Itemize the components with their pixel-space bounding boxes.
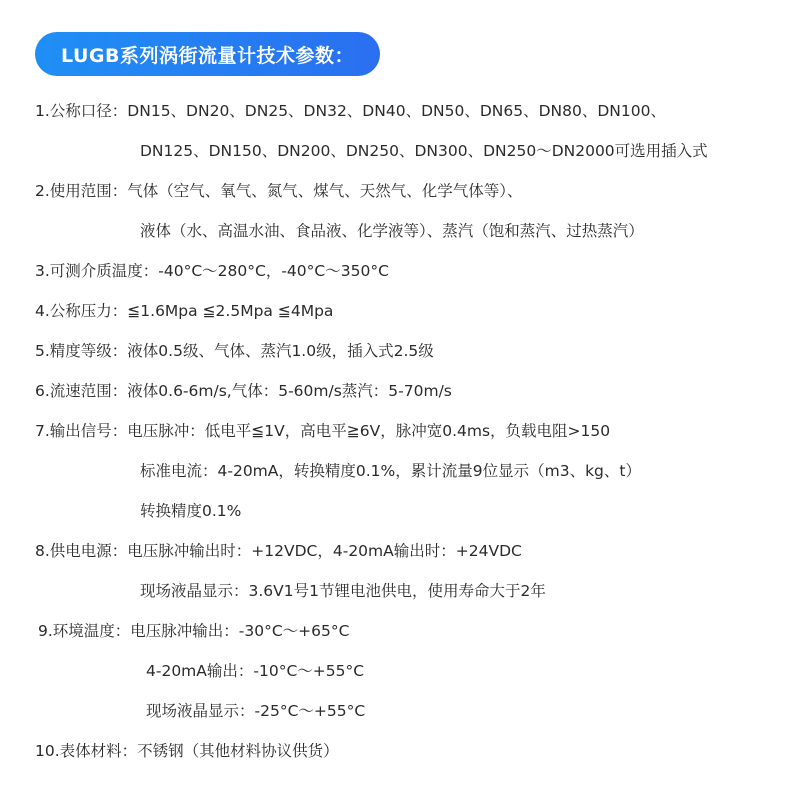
spec-value: 4-20mA输出：-10°C～+55°C — [146, 662, 365, 680]
spec-row-power-supply-cont — [140, 580, 546, 602]
spec-row-usage-range-cont — [140, 220, 644, 242]
spec-row-ambient-temperature-cont — [146, 660, 364, 682]
spec-row-accuracy-class — [35, 340, 434, 362]
spec-value: DN15、DN20、DN25、DN32、DN40、DN50、DN65、DN80、DN100、 — [127, 102, 666, 120]
spec-label: 9.环境温度： — [38, 622, 131, 640]
spec-row-power-supply — [35, 540, 522, 562]
spec-row-nominal-diameter — [35, 100, 666, 122]
spec-row-nominal-diameter-cont — [140, 140, 708, 162]
spec-label: 1.公称口径： — [35, 102, 128, 120]
spec-label: 10.表体材料： — [35, 742, 138, 760]
spec-value: 液体0.5级、气体、蒸汽1.0级，插入式2.5级 — [127, 342, 434, 360]
spec-label: 4.公称压力： — [35, 302, 128, 320]
spec-value: 电压脉冲输出时：+12VDC，4-20mA输出时：+24VDC — [127, 542, 522, 560]
spec-value: 液体（水、高温水油、食品液、化学液等）、蒸汽（饱和蒸汽、过热蒸汽） — [140, 222, 644, 240]
spec-label: 3.可测介质温度： — [35, 262, 159, 280]
spec-row-output-signal — [35, 420, 610, 442]
section-title: LUGB系列涡街流量计技术参数： — [35, 32, 380, 76]
spec-value: DN125、DN150、DN200、DN250、DN300、DN250～DN2000可选用插入式 — [140, 142, 708, 160]
spec-label: 5.精度等级： — [35, 342, 128, 360]
spec-value: 电压脉冲：低电平≦1V，高电平≧6V，脉冲宽0.4ms，负载电阻>150 — [127, 422, 611, 440]
spec-value: 液体0.6-6m/s,气体：5-60m/s蒸汽：5-70m/s — [127, 382, 452, 400]
spec-value: -40°C～280°C，-40°C～350°C — [158, 262, 389, 280]
spec-value: ≦1.6Mpa ≦2.5Mpa ≦4Mpa — [127, 302, 334, 320]
spec-label: 6.流速范围： — [35, 382, 128, 400]
spec-label: 8.供电电源： — [35, 542, 128, 560]
spec-value: 转换精度0.1% — [140, 502, 242, 520]
spec-value: 电压脉冲输出：-30°C～+65°C — [130, 622, 350, 640]
spec-label: 7.输出信号： — [35, 422, 128, 440]
spec-value: 现场液晶显示：-25°C～+55°C — [146, 702, 366, 720]
spec-row-output-signal-cont2 — [140, 500, 241, 522]
spec-row-usage-range — [35, 180, 523, 202]
spec-value: 不锈钢（其他材料协议供货） — [137, 742, 339, 760]
spec-row-ambient-temperature-cont2 — [146, 700, 365, 722]
spec-value: 标准电流：4-20mA，转换精度0.1%，累计流量9位显示（m3、kg、t） — [140, 462, 641, 480]
spec-row-nominal-pressure — [35, 300, 333, 322]
spec-label: 2.使用范围： — [35, 182, 128, 200]
spec-value: 现场液晶显示：3.6V1号1节锂电池供电，使用寿命大于2年 — [140, 582, 546, 600]
spec-row-body-material — [35, 740, 339, 762]
spec-value: 气体（空气、氧气、氮气、煤气、天然气、化学气体等）、 — [127, 182, 523, 200]
spec-row-ambient-temperature — [38, 620, 349, 642]
spec-row-medium-temperature — [35, 260, 389, 282]
spec-row-output-signal-cont — [140, 460, 641, 482]
spec-row-flow-velocity — [35, 380, 452, 402]
